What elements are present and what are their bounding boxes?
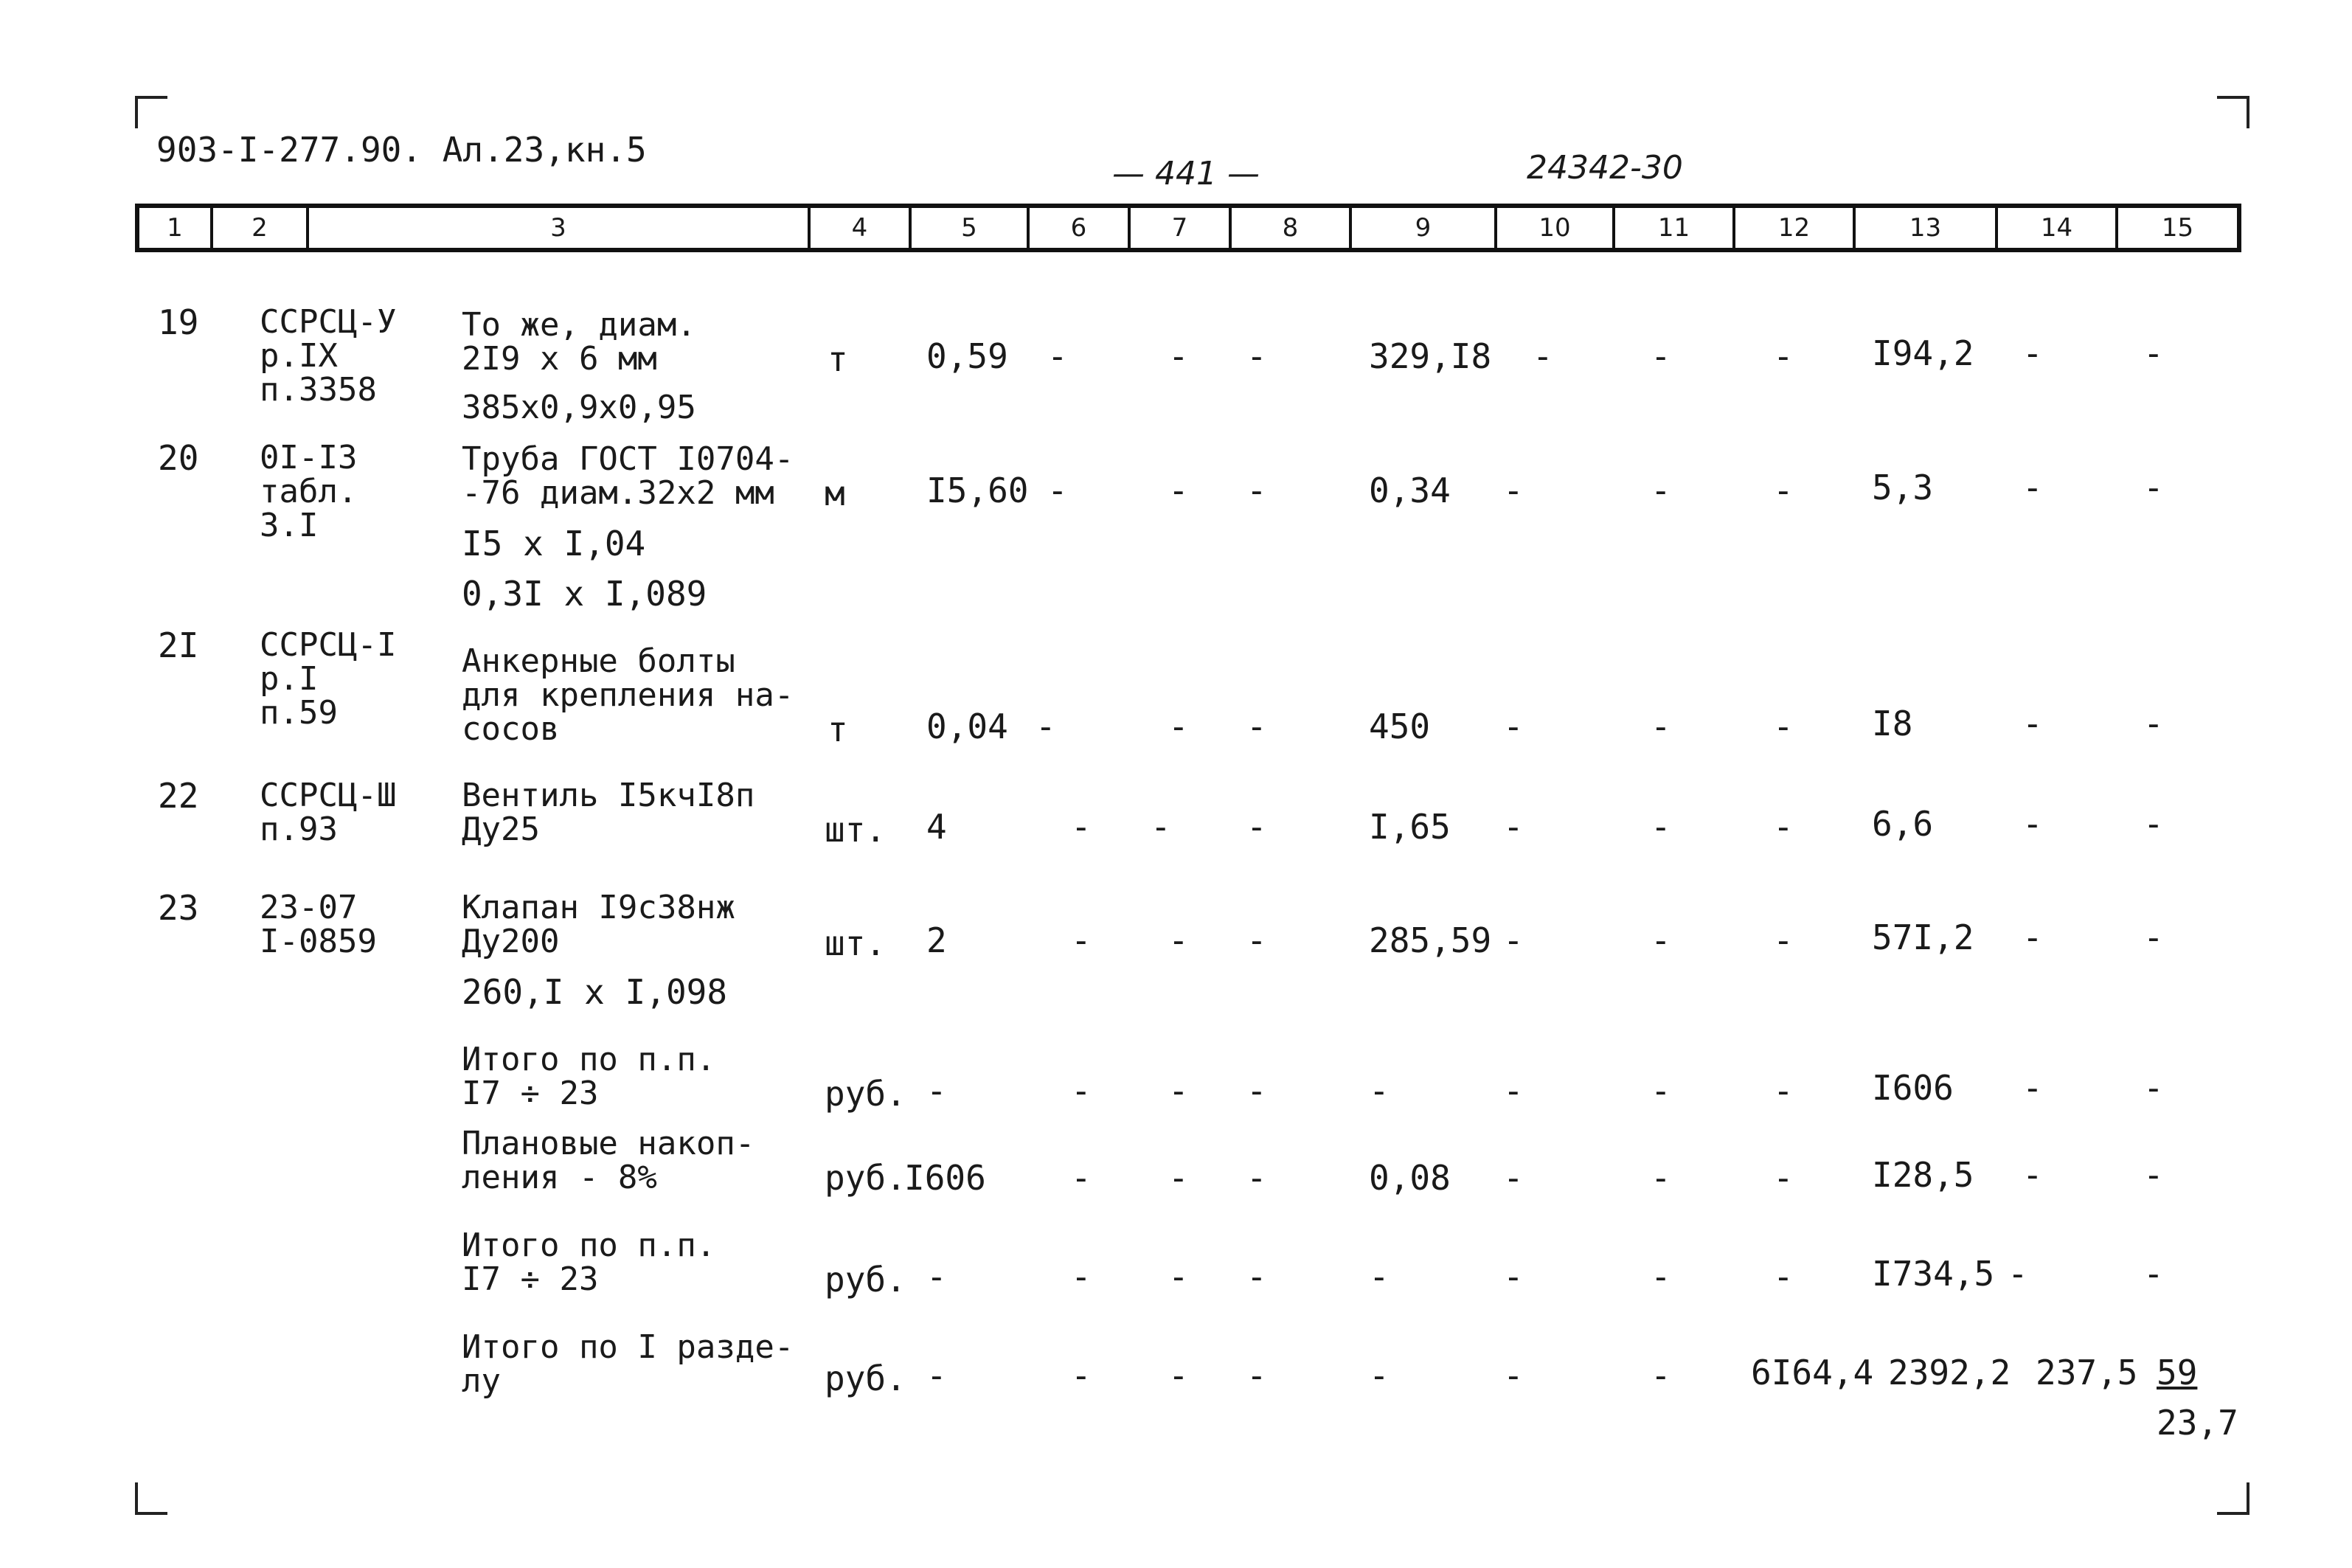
cell-col10: - [1503,471,1524,510]
total-label-line: Итого по п.п. [462,1227,716,1264]
cell-col5: - [926,1257,947,1297]
column-header-row [135,204,2241,252]
cell-col15: - [2143,1155,2164,1195]
unit: т [828,710,848,749]
code-line: р.I [260,660,319,698]
cell-col5: 4 [926,807,947,847]
code-line: п.59 [260,694,338,732]
cell-col7: - [1168,1257,1189,1297]
cell-col6: - [1035,707,1056,746]
cell-col14: - [2022,917,2043,957]
cell-col7: - [1168,336,1189,376]
item-name-line: Клапан I9с38нж [462,889,735,926]
document-number: 24342-30 [1527,149,1683,187]
code-line: ССРСЦ-I [260,626,397,664]
cell-col11: - [1651,471,1671,510]
cell-col10: - [1503,1356,1524,1395]
corner-mark-bottom-left [135,1482,167,1515]
cell-col13: I8 [1872,704,1913,743]
calc-line: I5 x I,04 [462,524,646,563]
row-number: 20 [158,438,199,478]
cell-col15-bottom: 23,7 [2157,1403,2238,1443]
cell-col15: - [2143,704,2164,743]
cell-col15: - [2143,1254,2164,1294]
total-label-line: I7 ÷ 23 [462,1260,599,1298]
total-label-line: Плановые накоп- [462,1125,755,1162]
cell-col9: I,65 [1369,807,1451,847]
cell-col12: - [1773,471,1794,510]
item-name-line: Анкерные болты [462,642,735,680]
cell-col14: - [2022,333,2043,373]
cell-col10: - [1533,336,1553,376]
cell-col12: 6I64,4 [1751,1353,1874,1392]
col-header-3: 3 [309,208,811,248]
cell-col5: I5,60 [926,471,1029,510]
cell-col10: - [1503,1071,1524,1111]
row-number: 22 [158,776,199,816]
calc-line: 260,I x I,098 [462,972,728,1012]
cell-col12: - [1773,1071,1794,1111]
cell-col5: - [926,1071,947,1111]
item-name-line: 2I9 x 6 мм [462,340,657,378]
item-name-line: сосов [462,710,560,748]
cell-col9: - [1369,1356,1390,1395]
cell-col13: 5,3 [1872,468,1934,507]
cell-col11: - [1651,1158,1671,1198]
cell-col13: I94,2 [1872,333,1974,373]
col-header-10: 10 [1497,208,1615,248]
col-header-5: 5 [912,208,1030,248]
cell-col9: - [1369,1257,1390,1297]
unit: м [825,473,845,513]
cell-col9: - [1369,1071,1390,1111]
col-header-7: 7 [1131,208,1232,248]
unit: т [828,339,848,379]
item-name-line: -76 диам.32x2 мм [462,474,774,512]
cell-col12: - [1773,807,1794,847]
cell-col12: - [1773,336,1794,376]
cell-col6: - [1071,1356,1092,1395]
cell-col8: - [1246,1071,1267,1111]
cell-col9: 0,34 [1369,471,1451,510]
cell-col8: - [1246,336,1267,376]
cell-col5: 0,59 [926,336,1008,376]
cell-col8: - [1246,707,1267,746]
document-code: 903-I-277.90. Ал.23,кн.5 [156,130,647,170]
cell-col5: 2 [926,920,947,960]
calc-line: 0,3I x I,089 [462,574,707,614]
cell-col14: - [2022,804,2043,844]
cell-col13: 6,6 [1872,804,1934,844]
cell-col12: - [1773,707,1794,746]
cell-col6: - [1071,920,1092,960]
cell-col10: - [1503,1257,1524,1297]
code-line: ССРСЦ-Ш [260,777,397,814]
total-label-line: лу [462,1362,501,1400]
cell-col11: - [1651,807,1671,847]
cell-col13: I28,5 [1872,1155,1974,1195]
cell-col12: - [1773,1257,1794,1297]
unit: руб. [825,1359,906,1398]
cell-col8: - [1246,471,1267,510]
cell-col10: - [1503,1158,1524,1198]
total-label-line: Итого по I разде- [462,1328,794,1366]
cell-col14: - [2022,704,2043,743]
col-header-13: 13 [1856,208,1998,248]
cell-col10: - [1503,807,1524,847]
col-header-2: 2 [213,208,309,248]
cell-col5: I606 [904,1158,986,1198]
total-label-line: I7 ÷ 23 [462,1075,599,1112]
code-line: 0I-I3 [260,439,358,476]
cell-col6: - [1047,336,1068,376]
cell-col7: - [1168,920,1189,960]
col-header-9: 9 [1352,208,1497,248]
col-header-1: 1 [139,208,213,248]
cell-col9: 450 [1369,707,1431,746]
cell-col13: I734,5 [1872,1254,1995,1294]
cell-col15: - [2143,333,2164,373]
cell-col10: - [1503,707,1524,746]
cell-col8: - [1246,920,1267,960]
cell-col15: - [2143,804,2164,844]
row-number: 2I [158,625,199,665]
corner-mark-bottom-right [2217,1482,2249,1515]
cell-col7: - [1168,471,1189,510]
corner-mark-top-right [2217,96,2249,128]
cell-col7: - [1168,1158,1189,1198]
cell-col11: - [1651,1071,1671,1111]
code-line: 3.I [260,507,319,544]
cell-col12: - [1773,1158,1794,1198]
corner-mark-top-left [135,96,167,128]
code-line: табл. [260,473,358,510]
cell-col6: - [1047,471,1068,510]
row-number: 23 [158,888,199,928]
cell-col11: - [1651,920,1671,960]
item-name-line: То же, диам. [462,306,696,344]
cell-col13: 57I,2 [1872,917,1974,957]
item-name-line: Ду25 [462,811,540,848]
cell-col6: - [1071,1257,1092,1297]
cell-col14: 237,5 [2036,1353,2138,1392]
code-line: 23-07 [260,889,358,926]
cell-col8: - [1246,1257,1267,1297]
cell-col7: - [1168,1356,1189,1395]
cell-col14: - [2022,1068,2043,1108]
row-number: 19 [158,302,199,342]
cell-col11: - [1651,336,1671,376]
col-header-14: 14 [1998,208,2118,248]
code-line: ССРСЦ-У [260,303,397,341]
item-name-line: Труба ГОСТ I0704- [462,440,794,478]
code-line: п.93 [260,811,338,848]
cell-col12: - [1773,920,1794,960]
cell-col10: - [1503,920,1524,960]
col-header-4: 4 [811,208,912,248]
cell-col13: 2392,2 [1888,1353,2011,1392]
cell-col8: - [1246,1158,1267,1198]
unit: шт. [825,923,887,963]
cell-col6: - [1071,807,1092,847]
cell-col11: - [1651,1356,1671,1395]
cell-col8: - [1246,1356,1267,1395]
cell-col13: I606 [1872,1068,1954,1108]
code-line: I-0859 [260,923,377,960]
total-label-line: ления - 8% [462,1159,657,1196]
unit: руб. [825,1158,906,1198]
cell-col14: - [2022,468,2043,507]
item-name-line: Вентиль I5кчI8п [462,777,755,814]
code-line: п.3358 [260,371,377,409]
cell-col9: 0,08 [1369,1158,1451,1198]
calc-line: 385x0,9x0,95 [462,389,696,426]
cell-col5: - [926,1356,947,1395]
cell-col15-top: 59 [2157,1353,2198,1392]
cell-col7: - [1168,707,1189,746]
cell-col8: - [1246,807,1267,847]
cell-col7: - [1151,807,1171,847]
cell-col11: - [1651,1257,1671,1297]
col-header-6: 6 [1030,208,1131,248]
item-name-line: Ду200 [462,923,560,960]
unit: шт. [825,810,887,850]
unit: руб. [825,1074,906,1114]
cell-col6: - [1071,1158,1092,1198]
cell-col9: 329,I8 [1369,336,1492,376]
cell-col7: - [1168,1071,1189,1111]
cell-col14: - [2008,1254,2028,1294]
cell-col15: - [2143,1068,2164,1108]
cell-col15: - [2143,468,2164,507]
cell-col14: - [2022,1155,2043,1195]
cell-col9: 285,59 [1369,920,1492,960]
total-label-line: Итого по п.п. [462,1041,716,1078]
col-header-12: 12 [1735,208,1856,248]
cell-col11: - [1651,707,1671,746]
unit: руб. [825,1260,906,1300]
cell-col5: 0,04 [926,707,1008,746]
item-name-line: для крепления на- [462,676,794,714]
code-line: р.IX [260,337,338,375]
cell-col6: - [1071,1071,1092,1111]
cell-col15: - [2143,917,2164,957]
col-header-8: 8 [1232,208,1352,248]
page-number: — 441 — [1112,155,1260,192]
col-header-11: 11 [1615,208,1735,248]
col-header-15: 15 [2161,213,2194,243]
